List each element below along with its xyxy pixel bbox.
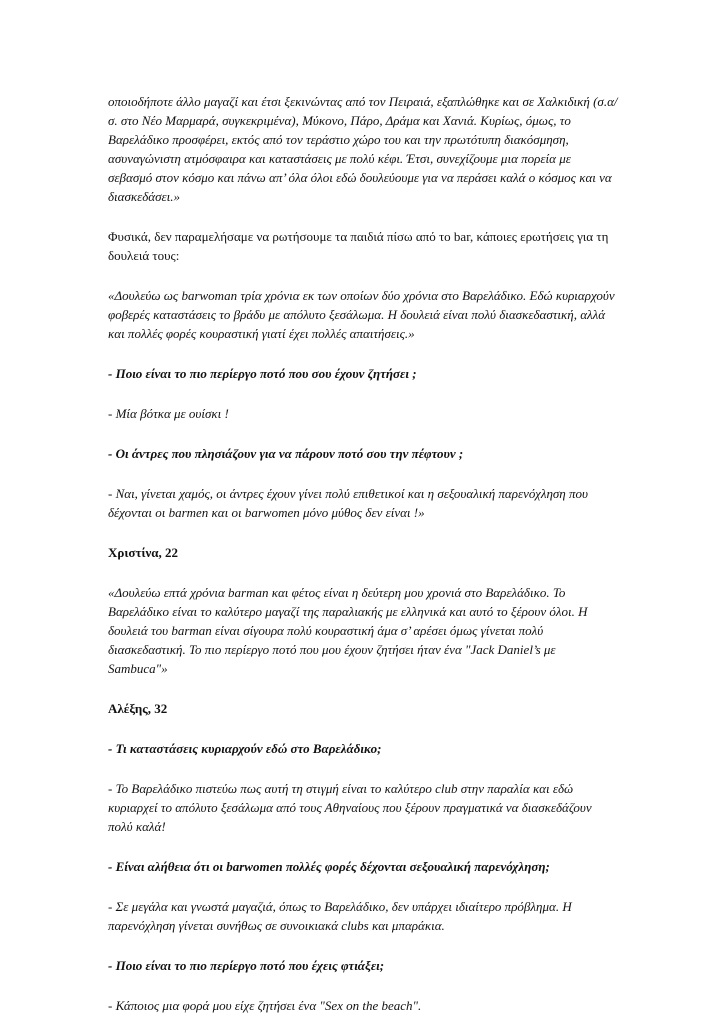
interviewee-heading-christina: Χριστίνα, 22 xyxy=(108,545,179,560)
question-situations: - Τι καταστάσεις κυριαρχούν εδώ στο Βαρελάδικο; xyxy=(108,741,382,756)
answer-situations: - Το Βαρελάδικο πιστεύω πως αυτή τη στιγμή είναι το καλύτερο club στην παραλία και εδώ κυριαρχεί το απόλυτο ξεσάλωμα από τους Αθηναίους που ξέρουν πραγματικά να διασκεδάζουν πολύ καλά! xyxy=(108,781,592,834)
question-harassment: - Είναι αλήθεια ότι οι barwomen πολλές φορές δέχονται σεξουαλική παρενόχληση; xyxy=(108,859,550,874)
paragraph-intro-continuation: οποιοδήποτε άλλο μαγαζί και έτσι ξεκινώντας από τον Πειραιά, εξαπλώθηκε και σε Χαλκιδική (σ.α/σ. στο Νέο Μαρμαρά, συγκεκριμένα), Μύκονο, Πάρο, Δράμα και Χανιά. Κυρίως, όμως, το Βαρελάδικο προσφέρει, εκτός από τον τεράστιο χώρο του και την πρωτότυπη διακόσμηση, ασυναγώνιστη ατμόσφαιρα και καταστάσεις με πολύ κέφι. Έτσι, συνεχίζουμε μια πορεία με σεβασμό στον κόσμο και πάνω απ’ όλα όλοι εδώ δουλεύουμε για να περάσει καλά ο κόσμος και να διασκεδάσει.» xyxy=(108,94,618,204)
question-strangest-drink: - Ποιο είναι το πιο περίεργο ποτό που σου έχουν ζητήσει ; xyxy=(108,366,417,381)
interviewee-heading-alexis: Αλέξης, 32 xyxy=(108,701,168,716)
paragraph-barwoman-quote: «Δουλεύω ως barwoman τρία χρόνια εκ των οποίων δύο χρόνια στο Βαρελάδικο. Εδώ κυριαρχούν φοβερές καταστάσεις το βράδυ με απόλυτο ξεσάλωμα. Η δουλειά είναι πολύ διασκεδαστική, αλλά και πολλές φορές κουραστική γιατί έχει πολλές απαιτήσεις.» xyxy=(108,288,615,341)
answer-harassment: - Σε μεγάλα και γνωστά μαγαζιά, όπως το Βαρελάδικο, δεν υπάρχει ιδιαίτερο πρόβλημα. Η παρενόχληση γίνεται συνήθως σε συνοικιακά clubs και μπαράκια. xyxy=(108,899,572,933)
answer-men-flirting: - Ναι, γίνεται χαμός, οι άντρες έχουν γίνει πολύ επιθετικοί και η σεξουαλική παρενόχληση που δέχονται οι barmen και οι barwomen μόνο μύθος δεν είναι !» xyxy=(108,486,588,520)
question-strangest-drink-made: - Ποιο είναι το πιο περίεργο ποτό που έχεις φτιάξει; xyxy=(108,958,385,973)
document-body xyxy=(108,92,618,1036)
paragraph-bar-questions-intro: Φυσικά, δεν παραμελήσαμε να ρωτήσουμε τα παιδιά πίσω από το bar, κάποιες ερωτήσεις για τη δουλειά τους: xyxy=(108,229,609,263)
answer-strangest-drink-made: - Κάποιος μια φορά μου είχε ζητήσει ένα "Sex on the beach". xyxy=(108,998,422,1013)
question-men-flirting: - Οι άντρες που πλησιάζουν για να πάρουν ποτό σου την πέφτουν ; xyxy=(108,446,464,461)
answer-strangest-drink: - Μία βότκα με ουίσκι ! xyxy=(108,406,229,421)
paragraph-christina-quote: «Δουλεύω επτά χρόνια barman και φέτος είναι η δεύτερη μου χρονιά στο Βαρελάδικο. Το Βαρελάδικο είναι το καλύτερο μαγαζί της παραλιακής με ελληνικά και αυτό το ξέρουν όλοι. Η δουλειά του barman είναι σίγουρα πολύ κουραστική άμα σ’ αρέσει όμως γίνεται πολύ διασκεδαστική. Το πιο περίεργο ποτό που μου έχουν ζητήσει ήταν ένα "Jack Daniel’s με Sambuca"» xyxy=(108,585,588,676)
